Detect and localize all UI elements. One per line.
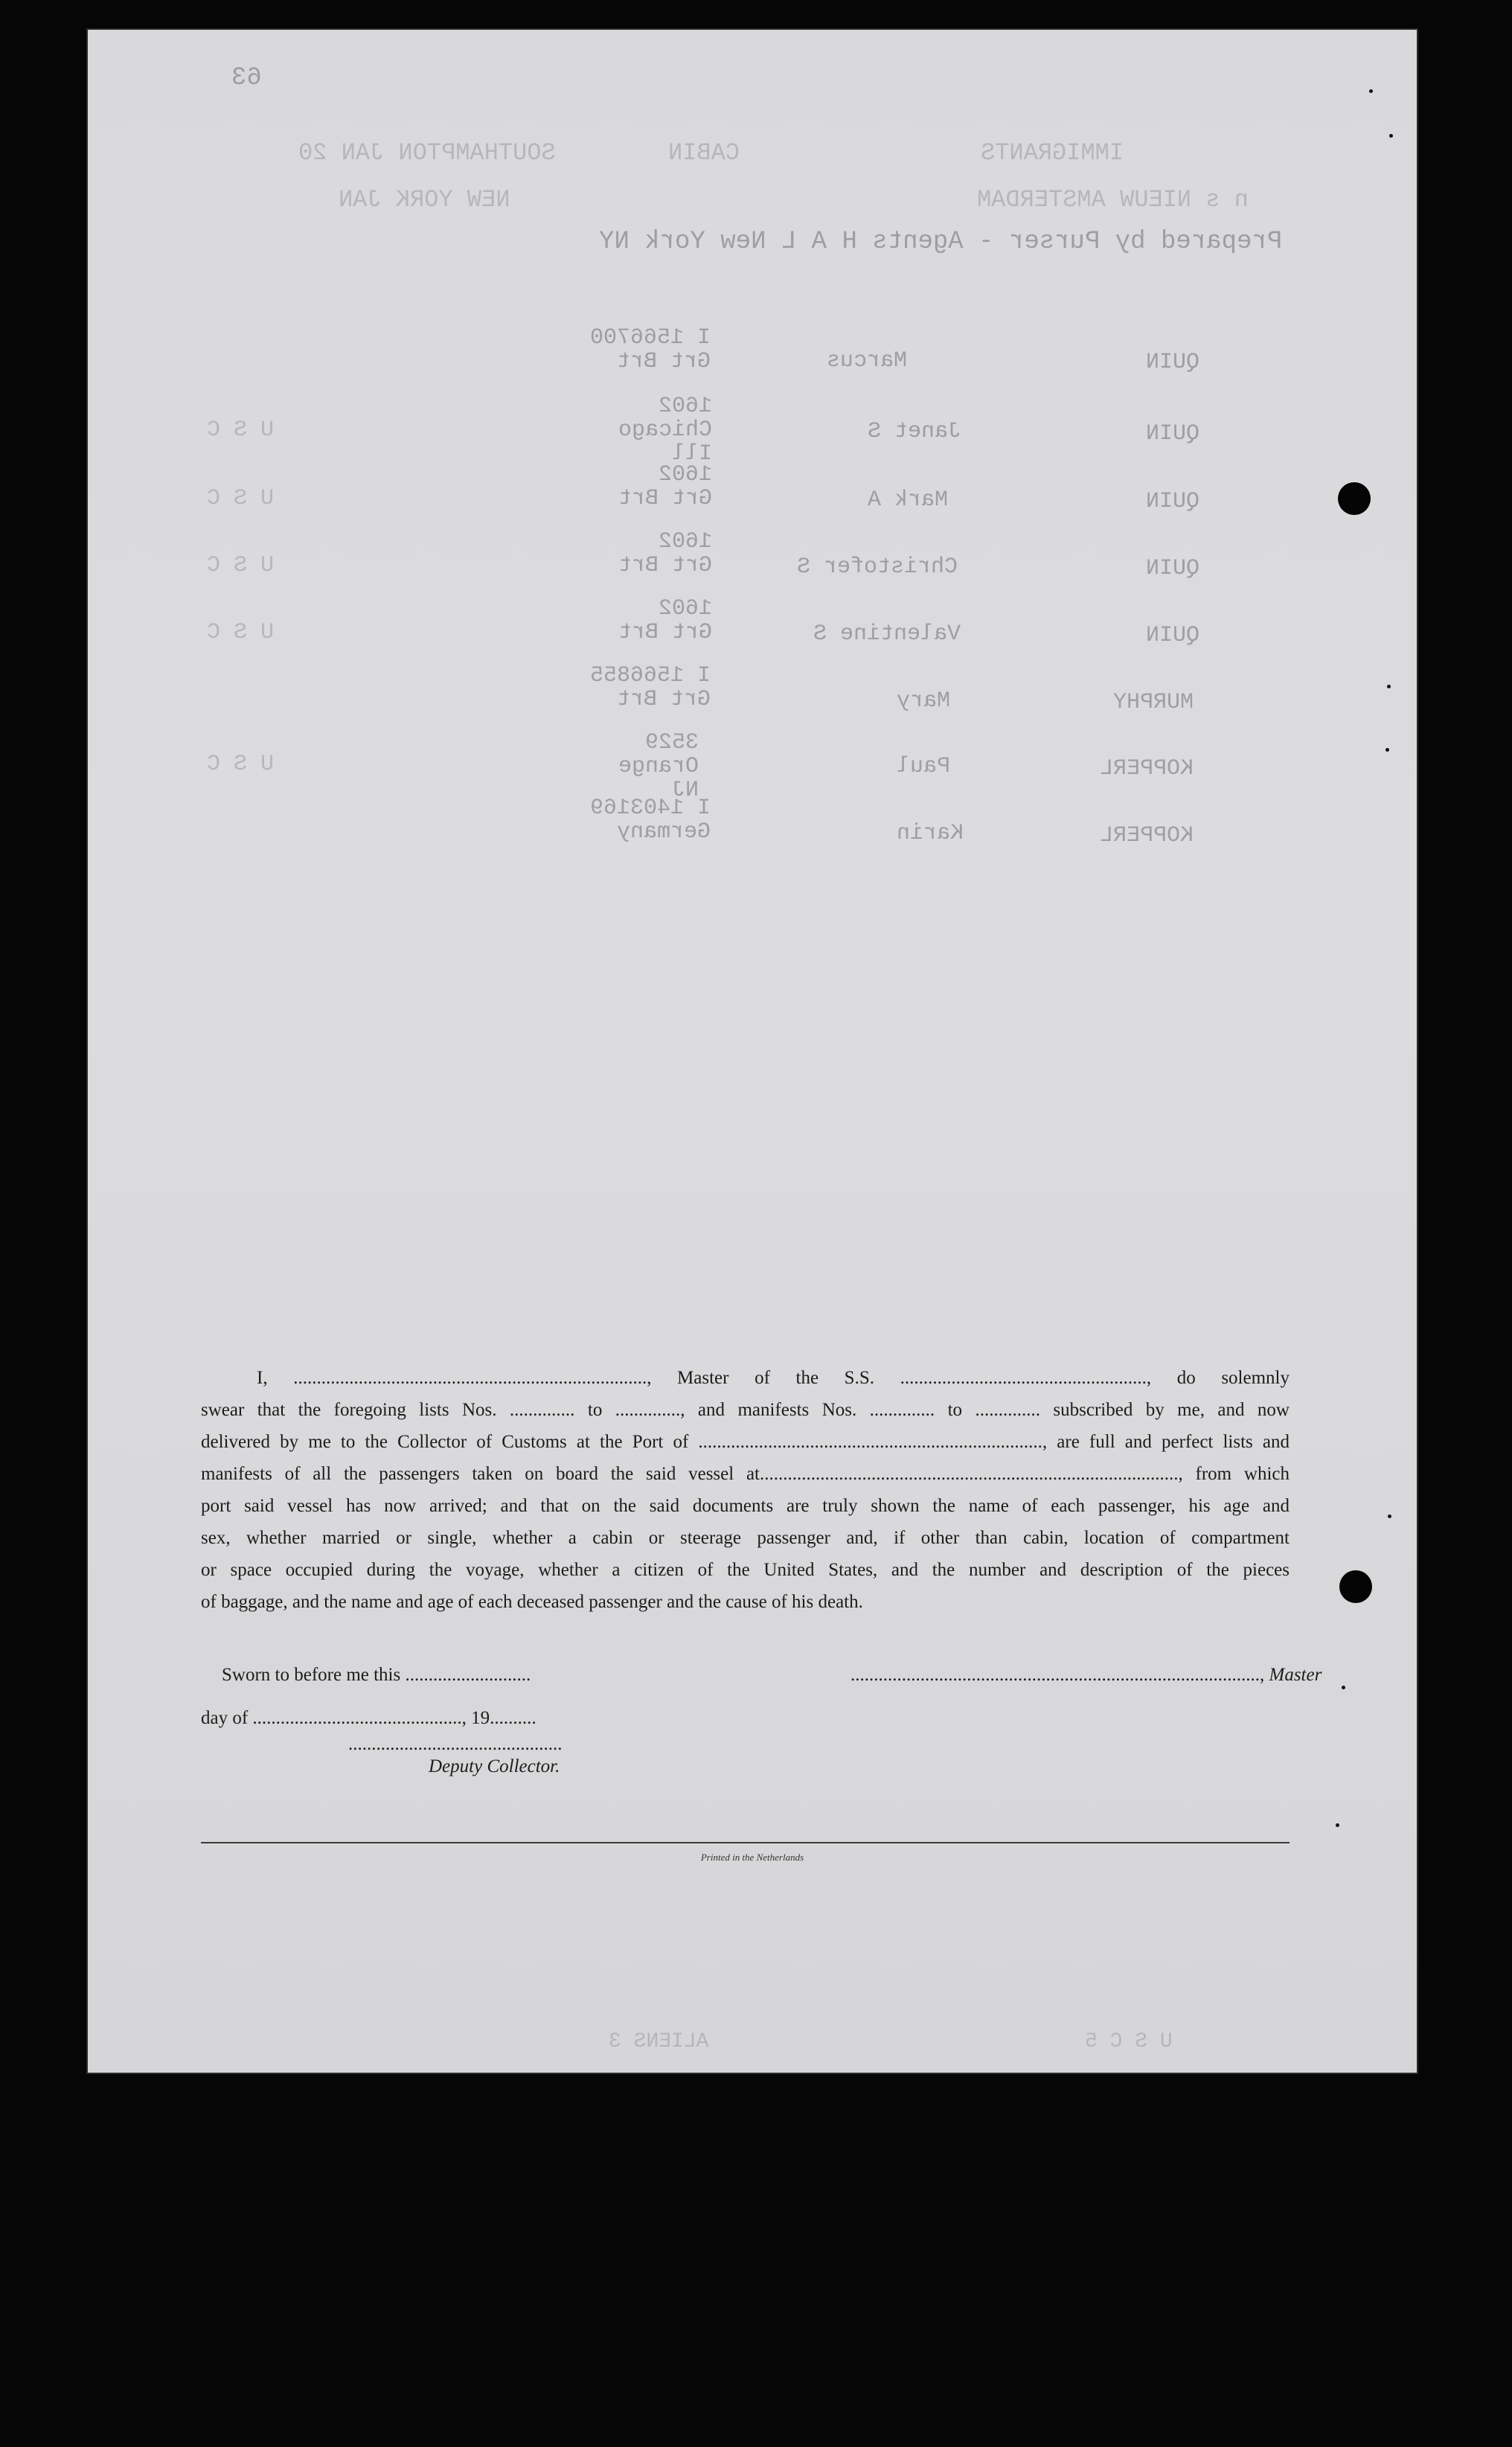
ghost-surname: KOPPERL <box>1100 823 1194 848</box>
oath-line: or space occupied during the voyage, whether a citizen of the United States, and the number and description of the pieces <box>201 1560 1290 1580</box>
ghost-given: Janet S <box>868 419 962 444</box>
ghost-bottom-mark: ALIENS 3 <box>609 2030 709 2053</box>
ghost-status: U S C <box>207 553 275 578</box>
ghost-given: Mark A <box>868 487 949 513</box>
ghost-given: Christofer S <box>797 554 958 580</box>
ghost-status: U S C <box>207 486 275 511</box>
printed-in-netherlands: Printed in the Netherlands <box>700 1852 804 1863</box>
day-of-line: day of ............................................., 19.......... <box>201 1708 536 1728</box>
ghost-ship-name: n s NIEUW AMSTERDAM <box>977 186 1249 214</box>
ghost-surname: KOPPERL <box>1100 756 1194 781</box>
dust-speck <box>1336 1823 1339 1827</box>
ghost-surname: QUIN <box>1146 623 1200 648</box>
ghost-info: 1602 Grt Brt <box>618 462 713 511</box>
ghost-given: Karin <box>897 821 964 846</box>
ghost-status: U S C <box>207 418 275 443</box>
oath-line: swear that the foregoing lists Nos. .............. to .............., and manifests Nos. .............. to .............. subscribed by me, and now <box>201 1400 1290 1420</box>
document-page <box>88 30 1417 2073</box>
ghost-header-port: SOUTHAMPTON JAN 20 <box>298 139 556 167</box>
sworn-line: Sworn to before me this ........................... <box>222 1665 531 1685</box>
oath-line: of baggage, and the name and age of each deceased passenger and the cause of his death. <box>201 1592 863 1612</box>
ghost-destination: NEW YORK JAN <box>339 186 510 214</box>
ghost-header-cabin: CABIN <box>668 139 740 167</box>
ghost-surname: MURPHY <box>1113 690 1194 715</box>
master-dots: ........................................................................................, <box>850 1665 1265 1685</box>
master-label: Master <box>1269 1665 1322 1685</box>
oath-paragraph <box>201 1362 1290 1618</box>
ghost-status: U S C <box>207 620 275 645</box>
ghost-given: Valentine S <box>813 621 961 647</box>
dust-speck <box>1389 134 1393 138</box>
ghost-info: 1602 Grt Brt <box>618 529 713 578</box>
footer-rule <box>201 1842 1290 1843</box>
ghost-page-number: 63 <box>231 64 262 92</box>
ghost-given: Mary <box>897 688 951 714</box>
ghost-given: Paul <box>897 754 951 779</box>
master-signature-line <box>850 1665 1322 1686</box>
ghost-info: I 1566855 Grt Brt <box>590 663 711 712</box>
ghost-bottom-mark: U S C 5 <box>1085 2030 1173 2053</box>
collector-signature-dots: .............................................. <box>348 1734 563 1754</box>
ghost-info: 1602 Chicago Ill <box>618 394 713 467</box>
dust-speck <box>1388 1514 1391 1518</box>
ghost-surname: QUIN <box>1146 489 1200 514</box>
oath-line: port said vessel has now arrived; and that on the said documents are truly shown the name of each passenger, his age and <box>201 1496 1290 1516</box>
ghost-surname: QUIN <box>1146 556 1200 581</box>
oath-line: delivered by me to the Collector of Customs at the Port of .........................................................................., are full and perfect lists and <box>201 1432 1290 1452</box>
ghost-header-immigrants: IMMIGRANTS <box>981 139 1124 167</box>
dust-speck <box>1369 89 1373 93</box>
ghost-status: U S C <box>207 752 275 777</box>
deputy-collector-label: Deputy Collector. <box>429 1756 560 1776</box>
ghost-prepared-line: Prepared by Purser - Agents H A L New York NY <box>599 228 1283 256</box>
dust-speck <box>1342 1686 1345 1689</box>
oath-line: manifests of all the passengers taken on board the said vessel at.........................................................................................., from which <box>201 1464 1290 1484</box>
punch-hole <box>1339 1570 1372 1603</box>
dust-speck <box>1386 748 1389 752</box>
oath-line: sex, whether married or single, whether a cabin or steerage passenger and, if other than cabin, location of compartment <box>201 1528 1290 1548</box>
ghost-info: 3529 Orange NJ <box>618 730 699 803</box>
punch-hole <box>1338 482 1371 515</box>
ghost-info: 1602 Grt Brt <box>618 596 713 645</box>
oath-line: I, ............................................................................, Master of the S.S. ....................................................., do solemnly <box>257 1368 1290 1388</box>
dust-speck <box>1387 685 1391 688</box>
ghost-info: I 1403169 Germany <box>590 796 711 845</box>
ghost-surname: QUIN <box>1146 421 1200 447</box>
ghost-surname: QUIN <box>1146 350 1200 375</box>
ghost-info: I 1566700 Grt Brt <box>590 325 711 374</box>
ghost-given: Marcus <box>827 348 908 374</box>
